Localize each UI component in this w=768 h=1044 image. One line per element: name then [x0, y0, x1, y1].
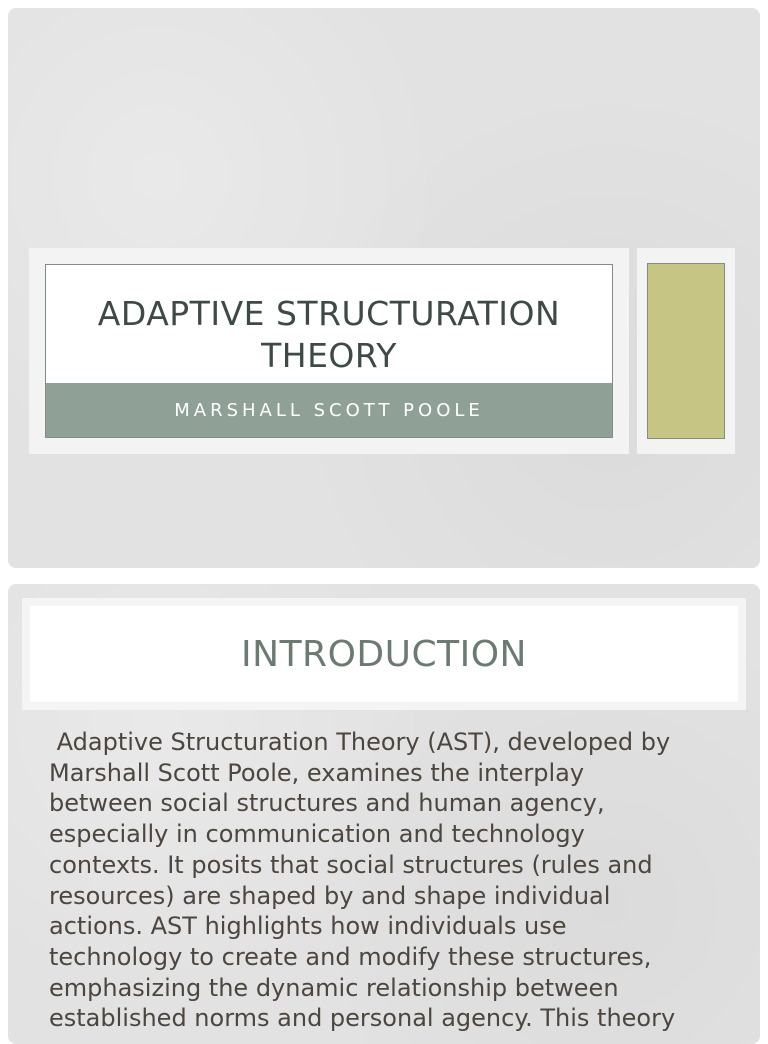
- slide-subtitle: MARSHALL SCOTT POOLE: [174, 399, 484, 421]
- title-slide: [8, 8, 760, 568]
- slide-title: ADAPTIVE STRUCTURATION THEORY: [97, 294, 561, 375]
- intro-body-text: Adaptive Structuration Theory (AST), developed by Marshall Scott Poole, examines the interplay between social structures and human agency, especially in communication and technology contexts. It posits that social structures (rules and resources) are shaped by and shape individual actions. AST highlights how individuals use technology to create and modify these structures, emphasizing the dynamic relationship between established norms and personal agency. This theory: [49, 728, 676, 1033]
- title-box: [45, 264, 613, 438]
- introduction-slide: [8, 584, 760, 1044]
- subtitle-band: [46, 383, 612, 437]
- intro-title: INTRODUCTION: [241, 633, 527, 675]
- accent-block: [647, 263, 725, 439]
- intro-title-box: [30, 606, 738, 702]
- accent-frame: [637, 248, 735, 454]
- intro-title-frame: [22, 598, 746, 710]
- title-frame: [29, 248, 629, 454]
